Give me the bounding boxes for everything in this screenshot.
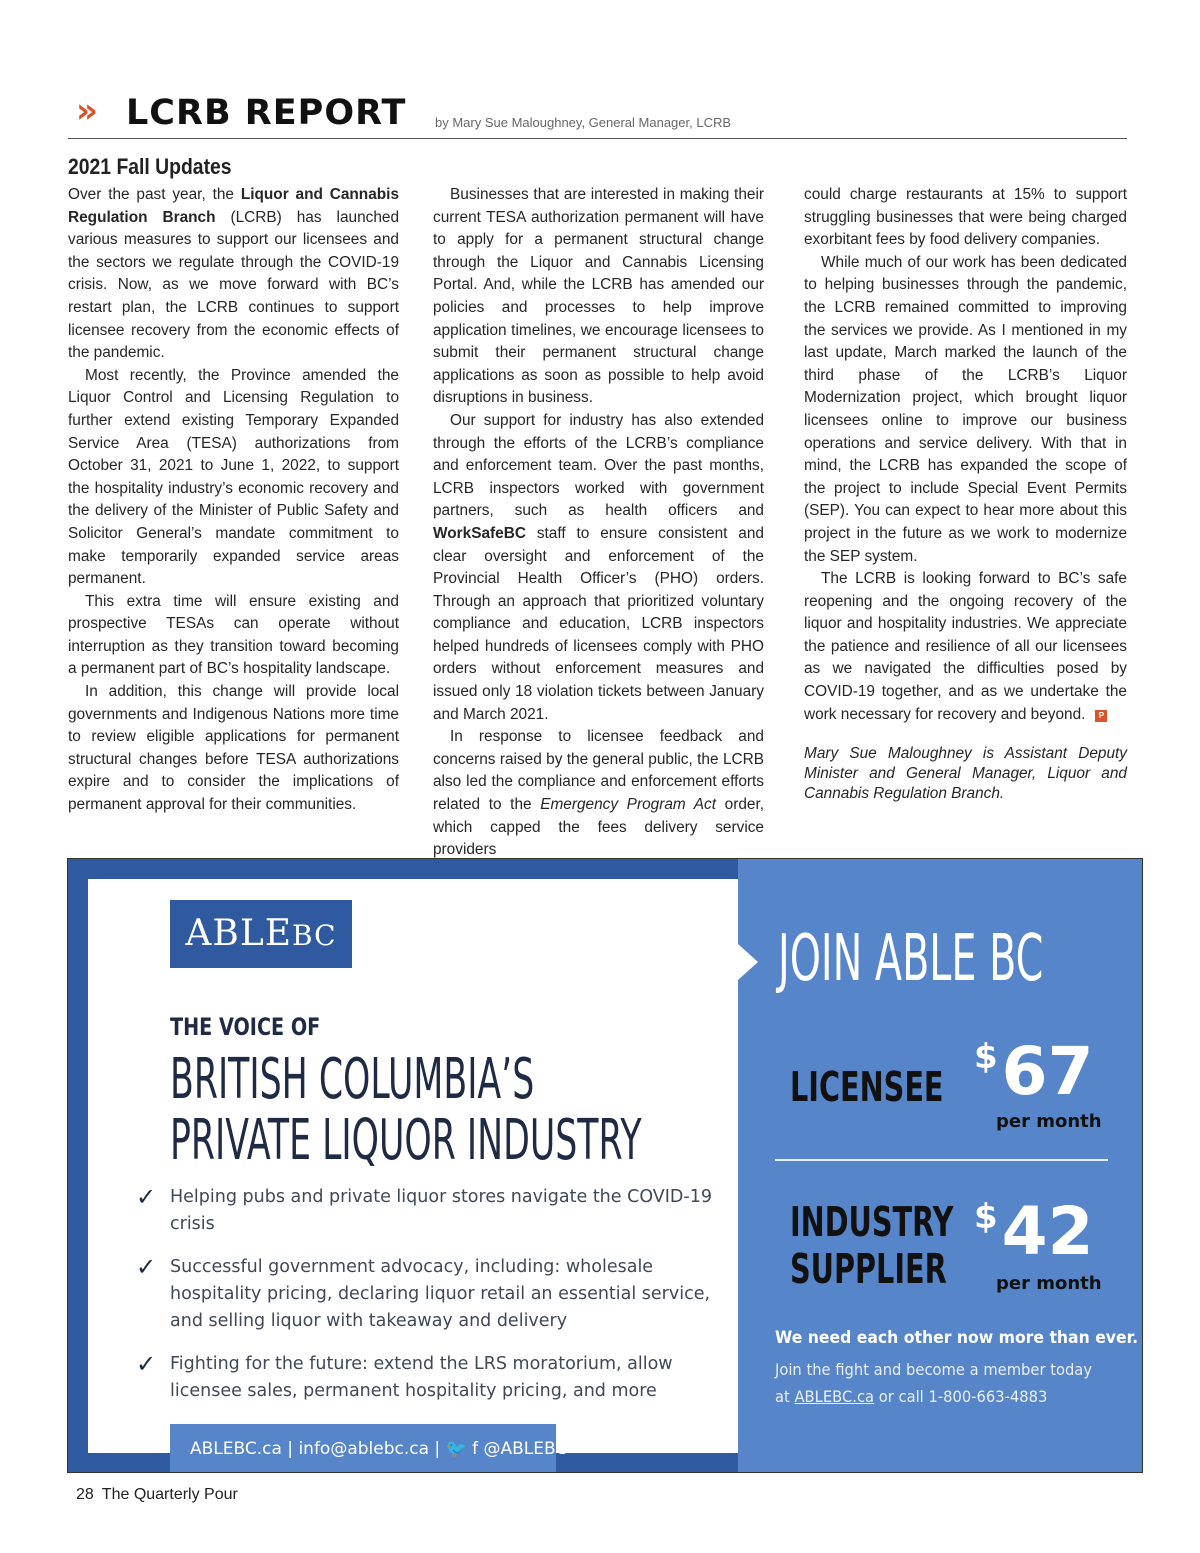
list-item: ✓ Fighting for the future: extend the LRS moratorium, allow licensee sales, permanent hospitality pricing, and more: [136, 1350, 673, 1401]
article-column-2: [433, 184, 764, 862]
paragraph: This extra time will ensure existing and prospective TESAs can operate without interruption as they transition toward becoming a permanent part of BC’s hospitality landscape.: [68, 592, 399, 678]
ad-call-to-action: Join the fight and become a member today at ABLEBC.ca or call 1-800-663-4883: [775, 1360, 1093, 1406]
checkmark-icon: ✓: [136, 1253, 157, 1281]
chevron-right-icon: »: [76, 91, 92, 131]
page-number: 28: [76, 1486, 94, 1503]
paragraph: Businesses that are interested in making their current TESA authorization permanent will have to apply for a permanent structural change through the Liquor and Cannabis Licensing Portal. And, while the LCRB has amended our policies and processes to help improve application timelines, we encourage licensees to submit their permanent structural change applications as soon as possible to help avoid disruptions in business.: [433, 186, 764, 407]
org-name: Liquor and Cannabis Regulation Branch: [68, 186, 399, 226]
ad-pricing-panel: [738, 859, 1143, 1473]
ad-pointer-arrow: [738, 944, 758, 980]
paragraph: Over the past year, the Liquor and Cannabis Regulation Branch (LCRB) has launched various measures to support our licensees and the sectors we regulate through the COVID-19 crisis. Now, as we move forward with BC’s restart plan, the LCRB continues to support licensee recovery from the economic effects of the pandemic.: [68, 186, 399, 362]
paragraph: Most recently, the Province amended the Liquor Control and Licensing Regulation to further extend existing Temporary Expanded Service Area (TESA) authorizations from October 31, 2021 to June 1, 2022, to support the hospitality industry’s economic recovery and the delivery of the Minister of Public Safety and Solicitor General’s mandate commitment to make temporarily expanded service areas permanent.: [68, 366, 399, 588]
section-title: 2021 Fall Updates: [68, 154, 232, 179]
byline: by Mary Sue Maloughney, General Manager, LCRB: [435, 115, 732, 130]
checkmark-icon: ✓: [136, 1183, 157, 1211]
list-item: ✓ Successful government advocacy, including: wholesale hospitality pricing, declaring liquor retail an essential service, and selling liquor with takeaway and delivery: [136, 1253, 711, 1331]
tier-licensee-price: $67: [974, 1033, 1094, 1110]
org-name: WorkSafeBC: [433, 524, 526, 542]
ablebc-logo: ABLEBC: [170, 900, 352, 968]
checkmark-icon: ✓: [136, 1350, 157, 1378]
paragraph: The LCRB is looking forward to BC’s safe reopening and the ongoing recovery of the liquor and hospitality industries. We appreciate the patience and resilience of all our licensees as we navigated the difficulties posed by COVID-19 together, and as we undertake the work necessary for recovery and beyond. P: [804, 570, 1127, 723]
ad-bullet-list: [136, 1184, 716, 1421]
paragraph: While much of our work has been dedicated to helping businesses through the pandemic, the LCRB remained committed to improving the services we provide. As I mentioned in my last update, March marked the launch of the third phase of the LCRB’s Liquor Modernization project, which brought liquor licensees online to improve our business operations and service delivery. With that in mind, the LCRB has expanded the scope of the project to include Special Event Permits (SEP). You can expect to hear more about this project in the future as we work to modernize the SEP system.: [804, 253, 1127, 565]
tier-supplier-period: per month: [996, 1273, 1102, 1294]
paragraph: Our support for industry has also extended through the efforts of the LCRB’s compliance and enforcement team. Over the past months, LCRB inspectors worked with government partners, such as health officers and WorkSafeBC staff to ensure consistent and clear oversight and enforcement of the Provincial Health Officer’s (PHO) orders. Through an approach that prioritized voluntary compliance and education, LCRB inspectors helped hundreds of licensees comply with PHO orders without enforcement measures and issued only 18 violation tickets between January and March 2021.: [433, 411, 764, 723]
tier-supplier-price: $42: [974, 1193, 1094, 1270]
ad-info-panel: [88, 879, 738, 1459]
tier-licensee-period: per month: [996, 1111, 1102, 1132]
ad-contact-bar[interactable]: ABLEBC.ca | info@ablebc.ca | 🐦 f @ABLEBC: [170, 1424, 556, 1473]
report-title: LCRB REPORT: [126, 93, 407, 133]
ad-eyebrow: THE VOICE OF: [170, 1013, 321, 1041]
page-footer: [76, 1487, 238, 1503]
ablebc-advertisement[interactable]: [67, 858, 1143, 1473]
list-item: ✓ Helping pubs and private liquor stores navigate the COVID-19 crisis: [136, 1183, 712, 1234]
paragraph: In addition, this change will provide local governments and Indigenous Nations more time to review eligible applications for permanent structural changes before TESA authorizations expire and to consider the implications of permanent approval for their communities.: [68, 683, 399, 814]
paragraph: In response to licensee feedback and concerns raised by the general public, the LCRB also led the compliance and enforcement efforts related to the Emergency Program Act order, which capped the fees delivery service providers: [433, 728, 764, 859]
article-column-3: [804, 184, 1127, 804]
ad-headline: BRITISH COLUMBIA’S PRIVATE LIQUOR INDUSTRY: [170, 1047, 642, 1173]
paragraph: could charge restaurants at 15% to support struggling businesses that were being charged exorbitant fees by food delivery companies.: [804, 186, 1127, 249]
report-header: [68, 92, 1127, 139]
author-bio: Mary Sue Maloughney is Assistant Deputy Minister and General Manager, Liquor and Cannabis Regulation Branch.: [804, 745, 1127, 803]
tier-supplier-name-line1: INDUSTRY: [790, 1198, 954, 1246]
act-name: Emergency Program Act: [540, 796, 716, 814]
tier-licensee-name: LICENSEE: [790, 1063, 944, 1111]
join-heading: JOIN ABLE BC: [778, 922, 1044, 996]
ablebc-link[interactable]: ABLEBC.ca: [794, 1387, 875, 1406]
publication-name: The Quarterly Pour: [101, 1486, 238, 1503]
divider: [775, 1159, 1108, 1161]
ad-tagline: We need each other now more than ever.: [775, 1328, 1139, 1348]
article-column-1: [68, 184, 399, 817]
end-of-article-icon: P: [1095, 710, 1107, 722]
tier-supplier-name-line2: SUPPLIER: [790, 1245, 947, 1293]
